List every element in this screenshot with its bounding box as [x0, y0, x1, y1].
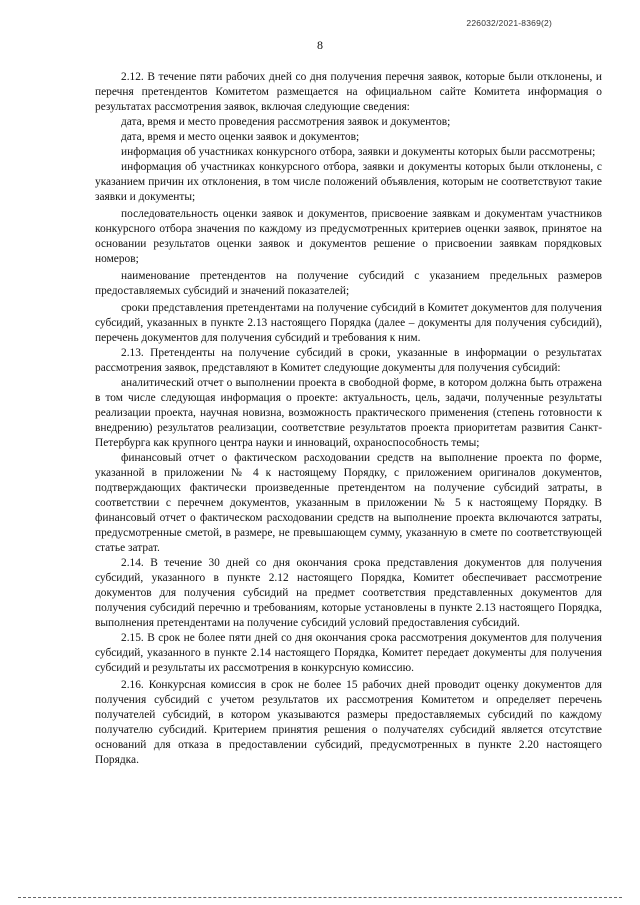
- paragraph-2-16: 2.16. Конкурсная комиссия в срок не более 15 рабочих дней проводит оценку документов для получения субсидий с учетом результатов их рассмотрения Комитетом и определяет перечень получателей субсидий, в котором указываются размеры предоставляемых субсидий по каждому получателю субсидий. Критерием принятия решения о получателях субсидий является отсутствие оснований для отказа в предоставлении субсидий, предусмотренных в пункте 2.20 настоящего Порядка.: [95, 679, 602, 766]
- list-item: дата, время и место оценки заявок и документов;: [121, 131, 360, 143]
- page-number: 8: [317, 38, 323, 52]
- paragraph-2-12: 2.12. В течение пяти рабочих дней со дня получения перечня заявок, которые были отклонены, и перечня претендентов Комитетом размещается на официальном сайте Комитета информация о результатах рассмотрения заявок, включая следующие сведения:: [95, 71, 602, 113]
- list-item: информация об участниках конкурсного отбора, заявки и документы которых были рассмотрены;: [121, 146, 596, 158]
- paragraph-2-13: 2.13. Претенденты на получение субсидий в сроки, указанные в информации о результатах рассмотрения заявок, представляют в Комитет следующие документы для получения субсидий:: [95, 347, 602, 374]
- list-item: последовательность оценки заявок и документов, присвоение заявкам и документам участников конкурсного отбора значения по каждому из предусмотренных критериев оценки заявок, принятое на основании результатов оценки заявок и документов решение о присвоении заявкам порядковых номеров;: [95, 208, 602, 265]
- list-item: наименование претендентов на получение субсидий с указанием предельных размеров предоставляемых субсидий и значений показателей;: [95, 270, 602, 297]
- list-item: финансовый отчет о фактическом расходовании средств на выполнение проекта по форме, указанной в приложении № 4 к настоящему Порядку, с приложением оригиналов документов, подтверждающих фактически произведенные претендентом на получение субсидий затраты, в соответствии с перечнем документов, указанным в приложении № 5 к настоящему Порядку. В финансовый отчет о фактическом расходовании средств на выполнение проекта включаются затраты, предусмотренные сметой, в размере, не превышающем сумму, указанную в смете по соответствующей статье затрат.: [95, 452, 602, 554]
- list-item: аналитический отчет о выполнении проекта в свободной форме, в котором должна быть отражена в том числе следующая информация о проекте: актуальность, цель, задачи, полученные результаты реализации проекта, научная новизна, возможность практического применения (степень готовности к внедрению) результатов реализации, соответствие результатов проекта приоритетам развития Санкт-Петербурга как крупного центра науки и инноваций, охраноспособность темы;: [95, 377, 602, 449]
- document-id: 226032/2021-8369(2): [466, 18, 552, 28]
- paragraph-2-14: 2.14. В течение 30 дней со дня окончания срока представления документов для получения субсидий, указанного в пункте 2.12 настоящего Порядка, Комитет обеспечивает рассмотрение документов для получения субсидий на предмет соответствия представленных документов для получения субсидий перечню и требованиям, которые установлены в пункте 2.13 настоящего Порядка, выполнения претендентами на получение субсидий условий предоставления субсидий.: [95, 557, 602, 629]
- list-item: информация об участниках конкурсного отбора, заявки и документы которых были отклонены, с указанием причин их отклонения, в том числе положений объявления, которым не соответствуют такие заявки и документы;: [95, 161, 602, 203]
- list-item: дата, время и место проведения рассмотрения заявок и документов;: [121, 116, 451, 128]
- page-bottom-edge: [18, 897, 622, 898]
- list-item: сроки представления претендентами на получение субсидий в Комитет документов для получения субсидий, указанных в пункте 2.13 настоящего Порядка (далее – документы для получения субсидий), перечень документов для получения субсидий и требования к ним.: [95, 302, 602, 344]
- document-body: [95, 70, 602, 768]
- paragraph-2-15: 2.15. В срок не более пяти дней со дня окончания срока рассмотрения документов для получения субсидий, указанного в пункте 2.14 настоящего Порядка, Комитет передает документы для получения субсидий и результаты их рассмотрения в конкурсную комиссию.: [95, 632, 602, 674]
